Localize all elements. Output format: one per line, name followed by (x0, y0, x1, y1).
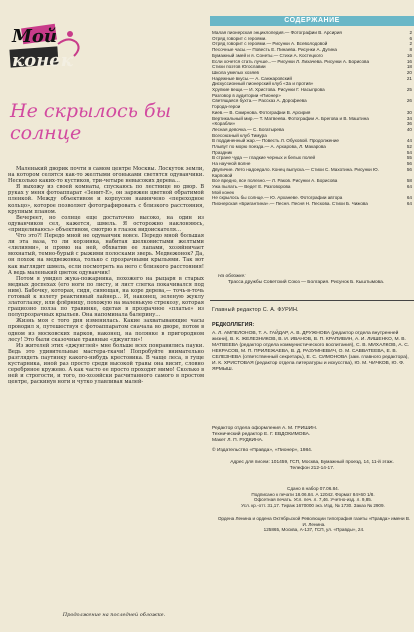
article-paragraph: Я выхожу из своей комнаты, спускаюсь по лестнице во двор. В руках у меня фотоаппарат «Зенит-Е», он заряжен цветной обратимой пленкой. Между объективом и корпусом навинчено «переходное кольцо», которое позволяет фотографировать с близкого расстояния, крупным планом. (8, 184, 204, 215)
article-column (0, 0, 206, 632)
contents-item-title: Лесная девочка.— С. Богатырева (212, 126, 284, 132)
contents-item-page: 16 (406, 52, 412, 58)
contents-header: СОДЕРЖАНИЕ (210, 16, 414, 26)
contents-item-title: Школа умелых хозяев (212, 69, 259, 75)
contents-item-page: 26 (406, 98, 412, 104)
editorial-board-title: РЕДКОЛЛЕГИЯ: (212, 322, 255, 328)
section-logo (8, 14, 84, 84)
article-paragraph: Что это?! Передо мной не одуванчик вовсе. Передо мной большая ли эта ваза, то ли корзинка, набитая шелковистыми желтыми «лилиями», и прямо на ней, обхватив ее лапами, хозяйничает мохнатый, темно-бурый с рыжими полосками зверь. Медвежонок? Да, он похож на медвежонка, только с прозрачными крыльями. Так вот как выглядит шмель, если посмотреть на него с близкого расстояния! А ведь маленький цветок одуванчик! (8, 233, 204, 276)
article-paragraph: Вечереет, но солнце еще достаточно высоко, на один из одуванчиков сел, кажется, шмель. Я осторожно наклоняюсь, «прицеливаюсь» объективом, смотрю в глазок видоискателя... (8, 214, 204, 233)
contents-item-page: 34 (406, 115, 412, 121)
contents-item-title: В стране чуда — гладкие черных и белых полей (212, 155, 316, 161)
contents-item-page: 21 (406, 75, 412, 81)
contents-item-page: 52 (406, 144, 412, 150)
contents-item-page: 56 (406, 161, 412, 167)
contents-item-page: 18 (406, 64, 412, 70)
contents-item-title: Праздник (212, 149, 233, 155)
contents-item-page: 55 (406, 155, 412, 161)
contents-item-page: 2 (409, 30, 412, 35)
contents-item-title: Все вредно, все полезно.— Л. Раков. Рисунки А. Борисова (212, 178, 338, 184)
svg-text:Мой: Мой (12, 26, 58, 47)
contents-item-title: Плывут по морю поезда.— А. Архарова, Л. Макарова (212, 144, 326, 150)
contents-item-title: Пионерская «Бригантина».— Песня. Песня Н. Пескова. Стихи Б. Чижова (212, 201, 368, 207)
contents-item-page: 58 (406, 178, 412, 184)
contents-item-title: Разговор в аудитории «Пионер» (212, 92, 281, 98)
address: Адрес для писем: 101459, ГСП, Москва, Бумажный проезд, 14, 11-й этаж. Телефон 212-14-17. (230, 460, 394, 471)
contents-item-title: На научной волне (212, 161, 251, 167)
contents-item-title: Если хочется стать лучше...— Рисунки Л. Лихачева. Рисунки А. Борисова (212, 58, 369, 64)
contents-item-title: Киев.— В. Смирнова. Фотографии В. Арсирия (212, 109, 311, 115)
cover-note-title: На обложке: (218, 274, 246, 279)
contents-list (212, 30, 412, 207)
contents-item-title: Мой конек (212, 189, 234, 195)
contents-item-title: Малая пионерская энциклопедия.— Фотографии В. Арсирия (212, 30, 342, 35)
contents-item-title: Отряд говорит с героями.— Рисунки А. Всеволодовой (212, 41, 328, 47)
contents-item-title: Хрупкие вещи.— И. Христова. Рисунки Г. Насыпрова (212, 87, 325, 93)
contents-item-title: Дискуссионный пионерский клуб «За и против» (212, 81, 314, 87)
contents-item-title: Надежные вкусы.— А. Санжаровский (212, 75, 292, 81)
contents-item-title: Светящаяся бухта.— Рассказ А. Дорофеева (212, 98, 307, 104)
article-title: Не скрылось бы солнце (10, 100, 172, 144)
divider (210, 300, 414, 301)
contents-item-page: 16 (406, 58, 412, 64)
contents-item-title: В поддиненный жар.— Повесть Л. Обуховой. Продолжение (212, 138, 339, 144)
article-paragraph: Потом я увидел жука-пожарника, похожего на рыцаря в старых медных доспехах (его ноги по листу, и лист слегка покачивался под ним). Бабочку, которая, сидя, сияющая, на коре дерева,— точь-в-точь готовый к взлету реактивный лайнер... И, наконец, зеленую жуклу златоглазку, или флёрницу, похожую на маленькую стрекозу, которая грациозно полза по травинке, одетая в прозрачное «платье» из полупрозрачных крыльев. Она напоминала балерину... (8, 275, 204, 319)
svg-text:конек: конек (12, 50, 73, 71)
contents-item-page: 6 (409, 35, 412, 41)
contents-item-page: 64 (406, 183, 412, 189)
contents-item-page: 2 (409, 41, 412, 47)
cover-note-text: Трасса дружбы Советский Союз — Болгария. Рисунок Б. Кыштымова. (228, 279, 385, 285)
contents-item-page: 30 (406, 109, 412, 115)
contents-item-page: 36 (406, 121, 412, 127)
contents-item-title: Не скрылось бы солнце.— Ю. Арханеве. Фотографии автора (212, 195, 343, 201)
printing-house: Ордена Ленина и ордена Октябрьской Революции типография газеты «Правда» имени В. И. Ленина. 125865, Москва, А-137, ГСП, ул. «Правды», 24. (217, 516, 411, 533)
contents-item (212, 167, 412, 178)
continuation-note: Продолжение на последней обложке. (62, 612, 166, 618)
article-paragraph: Из жителей этих «джунглей» мне больше всех понравились пауки. Ведь это удивительные мастера-ткачи! Попробуйте внимательно разглядеть паутинку какого-нибудь крестовика. В чаще леса, в гуще кустарника, иной раз просто среди высокой травы она висит, словно серебряное кружево. А как часто ее просто проходят мимо! Сколько в ней и строгости, и того, по-хозяйски расчитанного самого в простом центре, раскинув ноги и чутко улавливая малей- (8, 342, 204, 386)
contents-column (210, 0, 414, 632)
contents-item-title: Всесоюзный клуб Тимура (212, 132, 267, 138)
contents-item-title: Отряд говорит с героями. (212, 35, 267, 41)
contents-item-page: 64 (406, 201, 412, 207)
copyright: © Издательство «Правда», «Пионер», 1984. (212, 448, 313, 453)
cover-note (218, 274, 406, 286)
article-paragraph: Жизнь моя с того дня изменилась. Какие захватывающие часы проводил я, путешествуя с фотоаппаратом сначала во дворе, потом в одном из московских парков, наконец, на полянке в пригородном лесу! Это были сказочные травяные «джунгли»! (8, 318, 204, 343)
contents-item-page: 40 (406, 126, 412, 132)
contents-item-page: 64 (406, 195, 412, 201)
chief-editor: Главный редактор С. А. ФУРИН. (212, 307, 299, 313)
contents-item-title: Песочные часы.— Повесть Е. Пинаева. Рисунки А. Дугина (212, 47, 337, 53)
contents-item-title: Города-герои (212, 104, 241, 110)
contents-item-page: 56 (406, 166, 412, 172)
design-credits: Редактор отдела оформления А. М. ГРИШИН. Технический редактор Е. Г. ЕВДОКИМОВА. Макет Л. П. РУДКИНА. (212, 426, 318, 443)
contents-item-title: Вертикальный мир.— Т. Матвеева. Фотографии А. Брегова и В. Маштина (212, 115, 369, 121)
article-paragraph: Маленький дворик почти в самом центре Москвы. Лоскуток земли, на котором селятся как-то желтыми огоньками светятся одуванчики. Несколько каких-то кустиков, три-четыре невысоких дерева... (8, 166, 204, 185)
contents-item-title: Ужа пылать.— Ведет Е. Разговорова (212, 183, 291, 189)
article-body (8, 166, 204, 385)
contents-item-page: 20 (406, 69, 412, 75)
contents-item-page: 54 (406, 149, 412, 155)
print-info: Сдано в набор 07.06.84. Подписано к печати 18.06.84. А 12042. Формат 84×60 1/8. Офсетная печать. Усл. печ. л. 7,46. Учетно-изд. л. 9,85. Усл. кр.-отт. 31,17. Тираж 1670000 экз. Изд. № 1730. Заказ № 2909. (241, 486, 385, 508)
contents-item-page: 25 (406, 87, 412, 93)
contents-item-title: «Корабли» (212, 121, 236, 127)
contents-item-title: Стихи поэтов Югославии (212, 64, 266, 70)
contents-item-page: 44 (406, 138, 412, 144)
contents-item (212, 201, 412, 207)
contents-item-page: 8 (409, 47, 412, 53)
contents-item-title: Двуличие. Лето надоедало. Конец выпуска.— Стихи С. Махотина. Рисунки Ю. Карповой (212, 166, 379, 178)
contents-item-title: Бумажный змей и я. Сонеты.— Стихи А. Костецкого (212, 52, 323, 58)
editorial-board: А. Л. АМПЕЛОНОВ, Т. А. ГАЙДАР, А. В. ДРУЖНОВА (редактор отдела внутренней жизни), В. К. ЖЕЛЕЗНИКОВ, В. И. ИВАНОВ, В. П. КРАПИВИН, А. И. ЛИШЕНКО, М. В. МАТВЕЕВА (редактор отдела коммунистического воспитания), С. В. МИХАЛКОВ, А. С. НЕКРАСОВ, М. П. ПРИЛЕЖАЕВА, В. Д. РАЗУМНЕВИЧ, О. М. САВВАТЕЕВА, Е. В. СЕЛЕЗНЕВА (ответственный секретарь), Е. С. СИМОНОВА (зам. главного редактора), И. К. ХРИСТОВАЯ (редактор отдела литературы и искусства), Ю. М. ЧИЧКОВ, Ю. Ф. ЯРМЫШ. (212, 331, 410, 372)
